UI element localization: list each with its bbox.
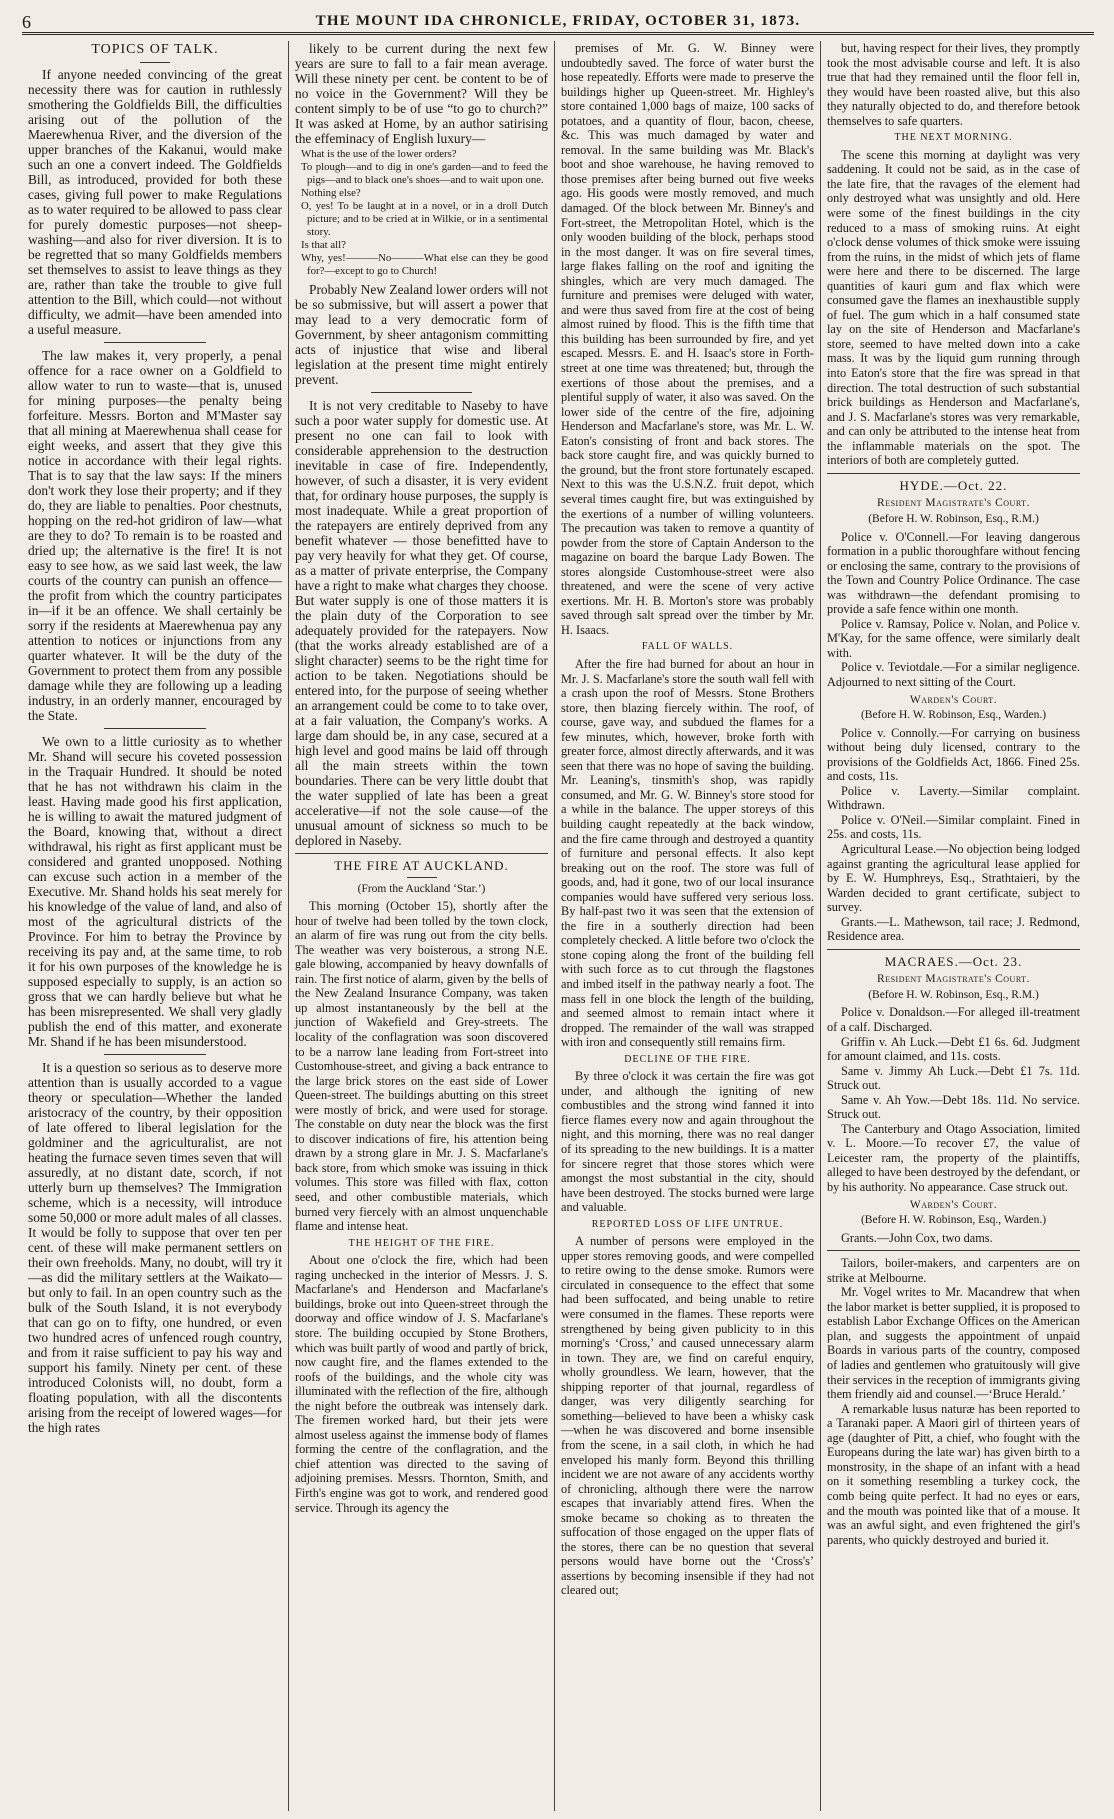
court-heading: Warden's Court. [909,693,998,706]
article-paragraph: but, having respect for their lives, they promptly took the most advisable course and left. It is also true that had they remained until the floor fell in, they would have been roasted alive, but this also they naturally objected to do, and therefore betook themselves to safe quarters. [827,41,1080,128]
court-item: Grants.—John Cox, two dams. [841,1230,993,1245]
fire-heading: THE FIRE AT AUCKLAND. [334,858,509,873]
article-paragraph: It is a question so serious as to deserve more attention than is usually accorded to a vague theory or speculation—Whether the landed aristocracy of the country, by their opposition of late offered to liberal legislation for the goldminer and the agriculturalist, are not heating the furnace seven times seven that will assuredly, at no distant date, scorch, if not utterly burn up themselves? The Immigration scheme, which is a necessity, will introduce some 50,000 or more adult males of all classes. It would be folly to suppose that over ten per cent. of these will make permanent settlers on their own freeholds. Many, no doubt, will try it—as did the military settlers at the Waikato—but only to fail. In an open country such as the bulk of the South Island, it is not everybody that can go on to fifty, one hundred, or even two hundred acres of unfenced rough country, and from it raise sufficient to pay his way and support his family. Ninety per cent. of these introduced Colonists will, no doubt, form a floating population, with all the discontents arising from the receipt of lowered wages—for the high rates [28,1059,282,1435]
divider [827,949,1080,950]
court-heading: Resident Magistrate's Court. [877,973,1030,986]
court-item: Same v. Jimmy Ah Luck.—Debt £1 7s. 11d. Struck out. [827,1063,1080,1093]
court-item: Police v. O'Neil.—Similar complaint. Fined in 25s. and costs, 11s. [827,812,1080,842]
divider [140,62,170,63]
article-paragraph: We own to a little curiosity as to whether Mr. Shand will secure his coveted possession in the Traquair Hundred. It should be noted that he has not withdrawn his claim in the least. Having made good his first application, he is willing to await the matured judgment of the Board, knowing that, without a direct withdrawal, his right as first applicant must be considered and granted unopposed. Nothing can excuse such action in a member of the Executive. Mr. Shand holds his seat merely for his knowledge of the value of land, and also of most of the agricultural districts of the Province. For him to betray the Province by receiving its pay and, at the same time, to rob it for his own purposes of the knowledge he is supposed especially to supply, is an action so gross that we can hardly believe but what he has been misrepresented. We shall very gladly publish the end of this matter, and exonerate Mr. Shand if he has been misunderstood. [28,733,282,1049]
news-item: Mr. Vogel writes to Mr. Macandrew that when the labor market is better supplied, it is proposed to establish Labor Exchange Offices on the American plan, and suggests the appointment of unpaid Boards in various parts of the country, composed of ladies and gentlemen who gratuitously will give their services in the reception of immigrants giving them friendly aid and counsel.—‘Bruce Herald.’ [827,1285,1080,1402]
news-item: A remarkable lusus naturæ has been reported to a Taranaki paper. A Maori girl of thirteen years of age (daughter of Pitt, a chief, who fought with the Europeans during the late war) has given birth to a monstrosity, in the shape of an infant with a head on it something resembling a turkey cock, the comb being quite perfect. It had no eyes or ears, and the mouth was pointed like that of a mouse. It was an awful sight, and even frightened the girl's parents, who quickly destroyed and buried it. [827,1401,1080,1547]
subheading: REPORTED LOSS OF LIFE UNTRUE. [591,1218,784,1230]
verse-line: Is that all? [301,239,346,251]
subheading: THE NEXT MORNING. [894,132,1013,144]
macraes-heading: MACRAES.—Oct. 23. [884,953,1023,969]
column-3 [554,41,820,1811]
divider [104,1054,206,1055]
article-paragraph: It is not very creditable to Naseby to have such a poor water supply for domestic use. At present no one can fail to look with considerable apprehension to the destruction inevitable in case of fire. Independently, however, of such a disaster, it is very evident that, for ordinary house purposes, the supply is most inadequate. While a great proportion of the ratepayers are entirely deprived from any benefit whatever — those benefitted have to pay very heavily for what they get. Of course, as a matter of private enterprise, the Company have a right to make what charges they choose. But water supply is one of those matters it is the plain duty of the Corporation to see adequately provided for the ratepayers. Now (that the works already established are of a slight character) seems to be the right time for action to be taken. Negotiations should be entered into, for the purpose of seeing whether an arrangement could be come to to take over, at a fair valuation, the Company's works. A large dam should be, in any case, secured at a high level and good mains be laid off through all the main streets within the town boundaries. There can be very little doubt that the water supplied of late has been a great accelerative—if not the sole cause—of the unusual amount of sickness so much to be deplored in Naseby. [295,398,548,848]
court-item: Griffin v. Ah Luck.—Debt £1 6s. 6d. Judgment for amount claimed, and 11s. costs. [827,1034,1080,1064]
court-item: Police v. Connolly.—For carrying on business without being duly licensed, contrary to the provisions of the Goldfields Act, 1866. Fined 25s. and costs, 11s. [827,725,1080,784]
source-line: (From the Auckland ‘Star.’) [357,882,486,895]
divider [827,473,1080,474]
newspaper-title: THE MOUNT IDA CHRONICLE, FRIDAY, OCTOBER 31, 1873. [315,12,801,29]
divider [827,1250,1080,1251]
article-paragraph: About one o'clock the fire, which had been raging unchecked in the interior of Messrs. J. S. Macfarlane's and Henderson and Macfarlane's buildings, broke out into Queen-street through the doorway and office window of J. S. Macfarlane's store. The building occupied by Stone Brothers, which was built partly of wood and partly of brick, now caught fire, and the flames extended to the roofs of the buildings, and the whole city was illuminated with the reflection of the fire, although the night before the outbreak was intensely dark. The firemen worked hard, but their jets were almost useless against the immense body of flames forming the centre of the conflagration, and the chief attention was directed to the saving of adjoining premises. Messrs. Thornton, Smith, and Firth's engine was got to work, and rendered good service. Through its agency the [295,1253,548,1515]
subheading: THE HEIGHT OF THE FIRE. [348,1237,495,1249]
court-item: Same v. Ah Yow.—Debt 18s. 11d. No service. Struck out. [827,1092,1080,1122]
court-item: Police v. Donaldson.—For alleged ill-treatment of a calf. Discharged. [827,1005,1080,1034]
topics-heading: TOPICS OF TALK. [91,42,219,57]
subheading: FALL OF WALLS. [641,641,734,653]
court-before: (Before H. W. Robinson, Esq., Warden.) [860,709,1047,722]
columns [22,41,1094,1811]
verse-line: Why, yes!———No———What else can they be good for?—except to go to Church! [301,252,548,277]
divider [407,877,437,878]
subheading: DECLINE OF THE FIRE. [624,1053,751,1065]
court-heading: Resident Magistrate's Court. [877,497,1030,510]
news-item: Tailors, boiler-makers, and carpenters are on strike at Melbourne. [827,1256,1080,1285]
column-4 [820,41,1086,1811]
masthead [22,10,1094,35]
article-paragraph: likely to be current during the next few years are sure to fall to a fair mean average. Will these ninety per cent. be content to be of no voice in the Government? Will they be content simply to be of use “to go to church?” It was asked at Home, by an author satirising the effeminacy of English luxury— [295,41,548,146]
divider [104,342,206,343]
court-item: Police v. O'Connell.—For leaving dangerous formation in a public thoroughfare without fencing or enclosing the same, contrary to the provisions of the Town and Country Police Ordinance. The case was withdrawn—the defendant promising to provide a safe fence within one month. [827,529,1080,617]
court-before: (Before H. W. Robinson, Esq., R.M.) [868,988,1039,1001]
court-item: The Canterbury and Otago Association, limited v. L. Moore.—To recover £7, the value of Leicester ram, the property of the plaintiffs, alleged to have been destroyed by the defendant, or by his authority. No appearance. Case struck out. [827,1121,1081,1195]
court-item: Grants.—L. Mathewson, tail race; J. Redmond, Residence area. [827,914,1080,944]
court-before: (Before H. W. Robinson, Esq., Warden.) [860,1214,1047,1227]
court-item: Police v. Teviotdale.—For a similar negligence. Adjourned to next sitting of the Court. [827,660,1080,689]
quoted-verse [295,148,548,278]
article-paragraph: Probably New Zealand lower orders will not be so submissive, but will assert a power that may lead to a very democratic form of Government, by sheer antagonism committing acts of injustice that wise and liberal legislation at the present time might entirely prevent. [295,282,548,387]
article-paragraph: The scene this morning at daylight was very saddening. It could not be said, as in the case of the late fire, that the ravages of the element had only destroyed what was unsightly and old. Here were some of the finest buildings in the city reduced to a mass of smoking ruins. At eight o'clock dense volumes of thick smoke were issuing from the ruins, in the midst of which jets of flame were here and there to be discerned. The large quantities of kauri gum and flax which were consumed gave the flames an inexhaustible supply of fuel. The gum which in a half consumed state lay on the site of Henderson and Macfarlane's store, seemed to have melted down into a cake mass. It was by the liquid gum running through into Eaton's store that the fire was spread in that direction. The total destruction of such substantial brick buildings as Henderson and Macfarlane's, and J. S. Macfarlane's stores was very remarkable, and can only be attributed to the intense heat from the inflammable materials on the spot. The interiors of both are completely gutted. [827,147,1080,468]
verse-line: Nothing else? [301,187,361,199]
article-paragraph: premises of Mr. G. W. Binney were undoubtedly saved. The force of water burst the hose repeatedly. Efforts were made to preserve the buildings higher up Queen-street. Mr. Highley's store contained 1,000 bags of maize, 100 sacks of potatoes, and a quantity of flour, bacon, cheese, &c. This was much damaged by water and removal. In the same building was Mr. Black's boot and shoe warehouse, he having removed to those premises after being burned out five weeks ago. His goods were mostly removed, and much damaged. Of the block between Mr. Binney's and Fort-street, the Metropolitan Hotel, which is the only wooden building of the block, perhaps stood in the most danger. It was on fire several times, large flakes falling on the roof and igniting the shingles, which are very much damaged. The furniture and premises were deluged with water, and were thus saved from fire at the cost of being almost ruined by flood. This is the fifth time that this building has been surrounded by fire, and yet escaped. Messrs. E. and H. Isaac's store in Forth-street at one time was threatened; but, through the exertions of those about the premises, and a plentiful supply of water, it also was saved. On the lower side of the centre of the fire, adjoining Henderson and Macfarlane's store, was Mr. L. W. Eaton's consisting of front and back stores. The back store caught fire, and was quickly burned to the ground, but the front store fortunately escaped. Next to this was the U.S.N.Z. fruit depot, which several times caught fire, but was extinguished by the exertions of a number of willing volunteers. The precaution was taken to remove a quantity of powder from the store of Captain Anderson to the magazine on board the barque Lady Bowen. The stores alongside Customhouse-street were also threatened, and were the scene of very active exertions. Mr. H. B. Morton's store was probably saved through salt spread over the timber by Mr. H. Isaacs. [561,41,814,637]
divider [104,728,206,729]
article-paragraph: A number of persons were employed in the upper stores removing goods, and were compelled to retire owing to the dense smoke. Rumors were circulated in consequence to the effect that some had been suffocated, and being unable to retire were consumed in the flames. These reports were strengthened by being given publicity to in this morning's ‘Cross,’ and caused unnecessary alarm in town. They are, we find on careful enquiry, wholly groundless. We learn, however, that the shipping reporter of that journal, regardless of danger, was very diligently searching for something—believed to have been a whisky cask—when he was discovered and borne insensible from the scene, in a sail cloth, in which he had enveloped his manly form. Beyond this thrilling incident we are not aware of any accidents worthy of chronicling, although there were the narrow escapes that invariably attend fires. When the smoke became so choking as to threaten the suffocation of those engaged on the upper flats of the stores, there can be no question that several persons would have borne out the ‘Cross's’ assertions by becoming insensible if they had not cleared out; [561,1234,814,1598]
court-item: Police v. Laverty.—Similar complaint. Withdrawn. [827,783,1080,813]
article-paragraph: This morning (October 15), shortly after the hour of twelve had been tolled by the town clock, an alarm of fire was rung out from the city bells. The weather was very boisterous, a strong N.E. gale blowing, accompanied by heavy downfalls of rain. The first notice of alarm, given by the bells of the New Zealand Insurance Company, was taken up almost instantaneously by the bell at the junction of Wakefield and Grey-streets. The locality of the conflagration was soon discovered to be a narrow lane leading from Fort-street into Customhouse-street, and giving a back entrance to the large brick stores on the east side of Lower Queen-street. The buildings abutting on this street were mostly of brick, and were used for storage. The constable on duty near the block was the first to discover indications of fire, his attention being drawn by a strong glare in Mr. J. S. Macfarlane's back store, from which smoke was issuing in thick volumes. This store was filled with flax, cotton seed, and other combustible materials, which burned very fiercely with an almost unquenchable flame and intense heat. [295,899,548,1234]
hyde-heading: HYDE.—Oct. 22. [899,477,1008,493]
divider [295,853,548,854]
column-2 [288,41,554,1811]
article-paragraph: By three o'clock it was certain the fire was got under, and although the igniting of new combustibles and the strong wind fanned it into fierce flames every now and again throughout the night, and this morning, there was no real danger of its spreading to the new buildings. It is a matter for sincere regret that those stores which were amongst the most substantial in the city, should have been destroyed. The stocks burned were large and valuable. [561,1069,814,1215]
court-item: Police v. Ramsay, Police v. Nolan, and Police v. M'Kay, for the same offence, were similarly dealt with. [827,616,1080,660]
column-1 [22,41,288,1811]
divider [371,392,472,393]
page-number: 6 [22,12,31,32]
court-before: (Before H. W. Robinson, Esq., R.M.) [868,512,1039,525]
court-heading: Warden's Court. [909,1198,998,1211]
verse-line: O, yes! To be laught at in a novel, or in a droll Dutch picture; and to be cried at in Wilkie, or in a sentimental story. [301,200,548,238]
article-paragraph: After the fire had burned for about an hour in Mr. J. S. Macfarlane's store the south wall fell with a crash upon the roof of Messrs. Stone Brothers store, then blazing fiercely within. The roof, of course, gave way, and subdued the flames for a few minutes, which, however, broke forth with greater force, almost directly afterwards, and it was seen that there was no hope of saving the building. Mr. Leaning's, tinsmith's shop, was rapidly consumed, and Mr. G. W. Binney's store stood for a while in the balance. The upper storeys of this building caught repeatedly at the back window, and the fire came through and destroyed a quantity of furniture and personal effects. It also kept breaking out on the roof. The store was full of goods, and, had it gone, two of our local insurance companies would have suffered very serious loss. By half-past two it was seen that the extension of the fire in a southerly direction had been completely checked. A little before two o'clock the stone coping along the front of the building fell with such force as to cut through the flagstones and imbed itself in the pathway nearly a foot. The mass fell in one block the length of the building, and seemed almost to remain intact where it dropped. The remainder of the wall was strapped with iron and consequently still remains firm. [561,656,814,1050]
article-paragraph: If anyone needed convincing of the great necessity there was for caution in ruthlessly smothering the Goldfields Bill, the difficulties arising out of the pollution of the Maerewhenua River, and the diversion of the upper branches of the Kakanui, would make such an one a convert indeed. The Goldfields Bill, as introduced, provided for both these cases, giving full power to make Regulations as to water required to be allowed to pass clear for purely domestic purposes—not sheep-washing—and also for river diversion. It is to be regretted that so many Goldfields members set themselves to assist to leave things as they are, rather than take the trouble to give full attention to the Bill, which could—not without difficulty, we admit—have been amended into a useful measure. [28,66,282,337]
verse-line: What is the use of the lower orders? [301,148,457,160]
article-paragraph: The law makes it, very properly, a penal offence for a race owner on a Goldfield to allow water to run to waste—that is, unused for mining purposes—the penalty being forfeiture. Messrs. Borton and M'Master say that all mining at Maerewhenua shall cease for eight weeks, and assert that they give this notice in accordance with their legal rights. That is to say that the law says: If the miners don't work they lose their property; and if they do, they are liable to penalties. Poor chestnuts, hopping on the red-hot gridiron of law—what are they to do? To remain is to be roasted and dried up; the alternative is the fire! It is not easy to see how, as we said last week, the law courts of the country can punish an offence—the profit from which the country participates in—if it be an offence. We shall certainly be sorry if the residents at Maerewhenua pay any attention to notices or injunctions from any quarter whatever. It will be the duty of the Government to protect them from any possible damage while they are following up a leading industry, in an orderly manner, encouraged by the State. [28,347,282,723]
court-item: Agricultural Lease.—No objection being lodged against granting the agricultural lease applied for by E. W. Humphreys, Esq., Strathtaieri, by the Warden decided to grant certificate, subject to survey. [827,841,1080,915]
verse-line: To plough—and to dig in one's garden—and to feed the pigs—and to black one's shoes—and to wait upon one. [301,161,548,186]
